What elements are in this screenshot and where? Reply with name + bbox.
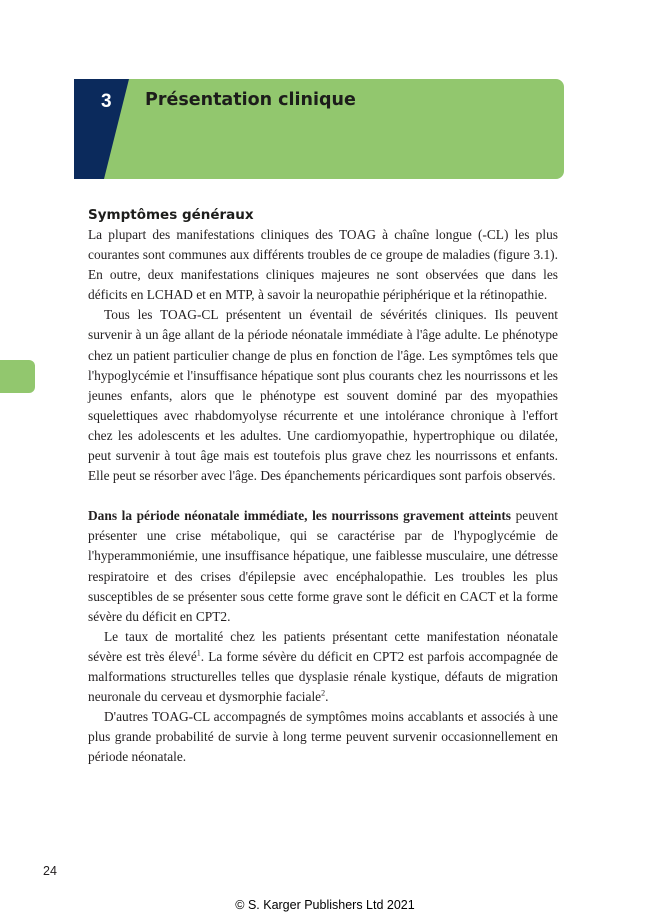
chapter-title: Présentation clinique [145, 90, 356, 110]
paragraph-1: La plupart des manifestations cliniques des TOAG à chaîne longue (-CL) les plus courantes sont communes aux différents troubles de ce groupe de maladies (figure 3.1). En outre, deux manifestations cliniques majeures ne sont observées que dans les déficits en LCHAD et en MTP, à savoir la neuropathie périphérique et la rétinopathie. [88, 227, 558, 303]
paragraph-4 [88, 627, 558, 707]
paragraph-2: Tous les TOAG-CL présentent un éventail de sévérités cliniques. Ils peuvent survenir à un âge allant de la période néonatale immédiate à l'âge adulte. Le phénotype chez un patient particulier change de plus en fonction de l'âge. Les symptômes tels que l'hypoglycémie et l'insuffisance hépatique sont plus courants chez les nourrissons et les jeunes enfants, alors que le phénotype est souvent dominé par des myopathies squelettiques avec rhabdomyolyse récurrente et une intolérance chronique à l'effort chez les adolescents et les adultes. Une cardiomyopathie, hypertrophique ou dilatée, peut survenir à tout âge mais est toutefois plus grave chez les nourrissons et enfants. Elle peut se résorber avec l'âge. Des épanchements péricardiques sont parfois observés. [88, 307, 558, 484]
reference-1: 1 [196, 648, 201, 658]
paragraph-3 [88, 506, 558, 627]
body-text [88, 205, 558, 767]
chapter-banner [74, 79, 564, 179]
paragraph-4-part-a: Le taux de mortalité chez les patients présentant cette manifestation néonatale sévère est très élevé [88, 628, 558, 664]
paragraph-spacer [88, 486, 558, 506]
paragraph-4-part-c: . [325, 689, 329, 705]
chapter-number: 3 [101, 91, 112, 112]
paragraph-3-rest: peuvent présenter une crise métabolique, qui se caractérise par de l'hypoglycémie de l'hyperammoniémie, une insuffisance hépatique, une faiblesse musculaire, une détresse respiratoire et des crises d'épilepsie avec encéphalopathie. Les troubles les plus susceptibles de se présenter sous cette forme grave sont le déficit en CACT et la forme sévère du déficit en CPT2. [88, 508, 558, 624]
side-thumb-tab [0, 360, 35, 393]
section-heading: Symptômes généraux [88, 207, 254, 223]
paragraph-3-lead: Dans la période néonatale immédiate, les nourrissons gravement atteints [88, 508, 512, 524]
copyright-notice: © S. Karger Publishers Ltd 2021 [235, 898, 415, 912]
page-number: 24 [43, 864, 57, 878]
paragraph-4-part-b: . La forme sévère du déficit en CPT2 est parfois accompagnée de malformations structurelles telles que dysplasie rénale kystique, défauts de migration neuronale du cerveau et dysmorphie faciale [88, 648, 558, 705]
reference-2: 2 [321, 688, 326, 698]
paragraph-5: D'autres TOAG-CL accompagnés de symptômes moins accablants et associés à une plus grande probabilité de survie à long terme peuvent survenir occasionnellement en période néonatale. [88, 709, 558, 765]
